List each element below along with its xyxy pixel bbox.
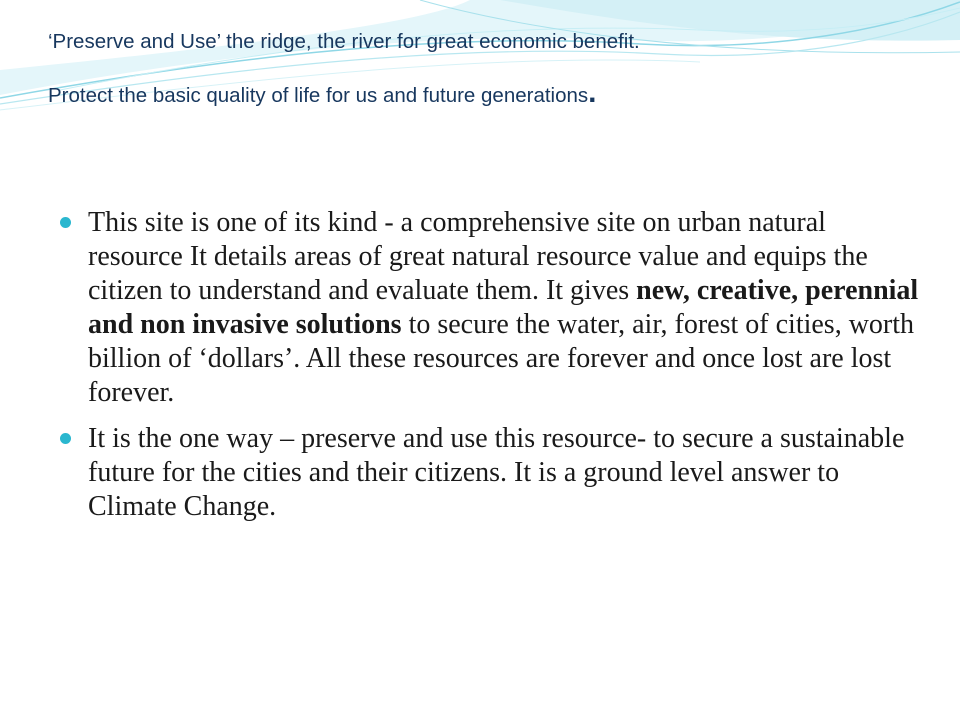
title-period: . — [588, 76, 597, 109]
bullet-1-text-end: to secure the water, air, forest of cities, worth billion of ‘dollars’. All these resources are forever and once lost are lost forever. — [88, 309, 915, 408]
title-line-1: ‘Preserve and Use’ the ridge, the river for great economic benefit. — [48, 30, 640, 53]
slide-title — [48, 30, 928, 108]
bullet-1-text: This site is one of its kind - a comprehensive site on urban natural resource It details areas of great natural resource value and equips the citizen to understand and evaluate them. It gives — [88, 207, 868, 306]
bullet-item-1 — [60, 206, 920, 410]
title-line-2-text: Protect the basic quality of life for us and future generations — [48, 84, 589, 107]
bullet-item-2 — [60, 422, 920, 524]
bullet-dot-icon — [60, 217, 71, 228]
title-line-2 — [48, 78, 928, 108]
bullet-dot-icon — [60, 433, 71, 444]
bullet-2-text: It is the one way – preserve and use this resource- to secure a sustainable future for the cities and their citizens. It is a ground level answer to Climate Change. — [88, 423, 905, 522]
bullet-1-bold-text: new, creative, perennial and non invasive solutions — [88, 275, 919, 340]
bullet-list — [60, 206, 920, 536]
